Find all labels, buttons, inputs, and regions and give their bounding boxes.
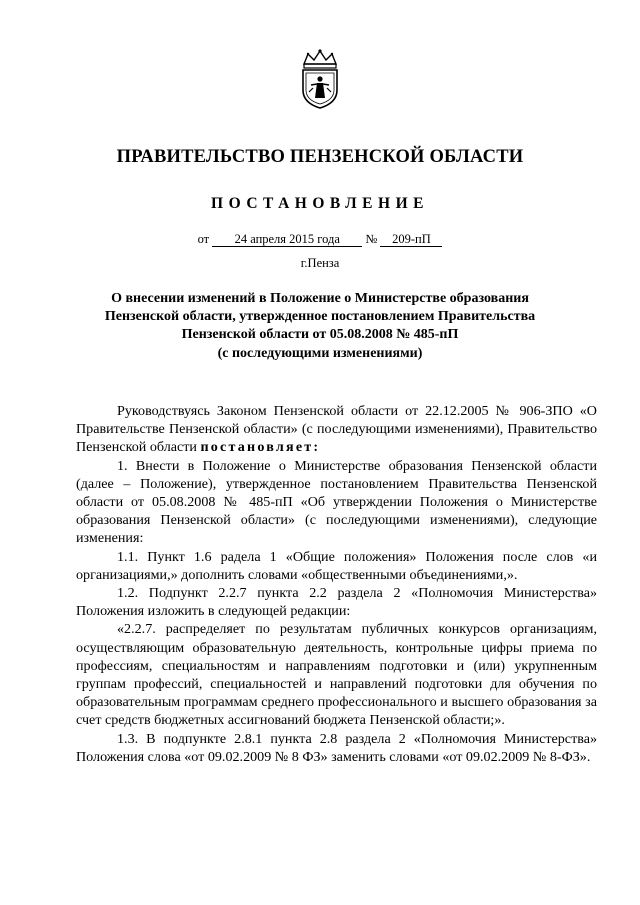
document-body (76, 402, 597, 766)
subject-line: (с последующими изменениями) (217, 345, 423, 361)
penza-coat-of-arms-icon (298, 48, 342, 110)
organization-title: ПРАВИТЕЛЬСТВО ПЕНЗЕНСКОЙ ОБЛАСТИ (116, 147, 524, 167)
paragraph-1-2: 1.2. Подпункт 2.2.7 пункта 2.2 раздела 2 «Полномочия Министерства» Положения изложить в следующей редакции: (76, 585, 597, 620)
document-subject (90, 290, 550, 363)
subject-line: Пензенской области, утвержденное постановлением Правительства (104, 309, 536, 325)
document-number: 209-пП (380, 233, 442, 247)
resolves-word: постановляет: (200, 439, 321, 456)
number-prefix: № (365, 232, 378, 246)
document-type: ПОСТАНОВЛЕНИЕ (211, 195, 429, 212)
paragraph-1: 1. Внести в Положение о Министерстве образования Пензенской области (далее – Положение), утвержденное постановлением Правительства Пензенской области от 05.08.2008 № 485-пП «Об утверждении Положения о Министерстве образования Пензенской области» (с последующими изменениями), следующие изменения: (76, 457, 597, 547)
document-date: 24 апреля 2015 года (212, 233, 362, 247)
preamble-text: Руководствуясь Законом Пензенской области от 22.12.2005 № 906-ЗПО «О Правительстве Пензенской области» (с последующими изменениями), Правительство Пензенской области (76, 403, 597, 456)
date-prefix: от (197, 232, 210, 246)
date-number-line (0, 232, 640, 247)
subject-line: О внесении изменений в Положение о Министерстве образования (111, 291, 529, 306)
paragraph-1-1: 1.1. Пункт 1.6 радела 1 «Общие положения» Положения после слов «и организациями,» дополнить словами «общественными объединениями,». (76, 548, 597, 583)
preamble-paragraph (76, 402, 597, 457)
paragraph-1-3: 1.3. В подпункте 2.8.1 пункта 2.8 раздела 2 «Полномочия Министерства» Положения слова «от 09.02.2009 № 8 ФЗ» заменить словами «от 09.02.2009 № 8-ФЗ». (76, 730, 597, 765)
city: г.Пенза (300, 256, 340, 270)
subject-line: Пензенской области от 05.08.2008 № 485-пП (181, 327, 459, 343)
paragraph-1-2-text: «2.2.7. распределяет по результатам публичных конкурсов организациям, осуществляющим образовательную деятельность, контрольные цифры приема по профессиям, специальностям и направлениям подготовки и (или) укрупненным группам профессий, специальностей и направлений подготовки для обучения по образовательным программам среднего профессионального и высшего образования за счет средств бюджетных ассигнований бюджета Пензенской области;». (76, 621, 597, 729)
